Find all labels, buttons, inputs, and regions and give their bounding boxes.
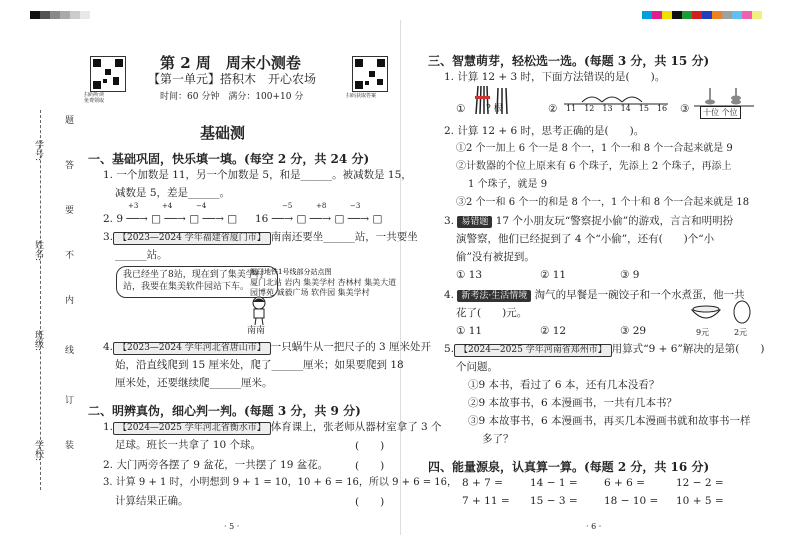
binding-label-class: 班级: [33, 330, 43, 352]
source-tag: 【2024—2025 学年河南省郑州市】 [454, 344, 612, 357]
s2-q3-line2: 计算结果正确。 [115, 495, 189, 507]
calc-expr[interactable]: 8 + 7 = [462, 477, 503, 489]
s1-q1-line1: 1. 一个加数是 11，另一个加数是 5，和是______。被减数是 15， [103, 169, 412, 181]
option-marker[interactable]: ① [456, 103, 466, 115]
color-swatch [752, 11, 762, 19]
s3-q5-line1: 5. 【2024—2025 学年河南省郑州市】 用算式“9 + 6”解决的是第( ) [444, 343, 765, 355]
answer-paren[interactable]: ( ) [355, 460, 385, 472]
color-bar-right [642, 4, 762, 12]
station-list [250, 278, 400, 298]
section1-title: 一、基础巩固，快乐填一填。(每空 2 分，共 24 分) [88, 152, 370, 166]
color-swatch [50, 11, 60, 19]
color-bar-left [30, 4, 90, 12]
station-name: 岩内 [284, 278, 304, 287]
binding-label-school: 学校: [33, 440, 43, 462]
s3-q4-optC[interactable]: ③ 29 [620, 325, 647, 337]
binding-mark: 不 [63, 250, 73, 259]
qr-left-caption: 扫码听读 免费领取 [84, 92, 105, 104]
s3-q5-opt3a[interactable]: ③9 本故事书，6 本漫画书，再买几本漫画书就和故事书一样 [468, 415, 751, 427]
color-swatch [40, 11, 50, 19]
price-dumplings: 9元 [696, 328, 710, 337]
page-number-right: · 6 · [586, 522, 602, 531]
s3-q2-opt2b: 1 个珠子，就是 9 [468, 179, 548, 190]
s3-q1: 1. 计算 12 + 3 时，下面方法错误的是( )。 [444, 71, 666, 83]
op-label: +4 [162, 202, 173, 210]
s1-q2-chain-b: 16 ──→ □ ──→ □ ──→ □ [255, 213, 383, 225]
section2-title: 二、明辨真伪，细心判一判。(每题 3 分，共 9 分) [88, 404, 361, 418]
binding-label-name: 姓名: [33, 240, 43, 262]
op-label: +8 [316, 202, 327, 210]
binding-mark: 订 [63, 395, 73, 404]
station-name: 园博苑 [250, 288, 277, 297]
s3-q4-optA[interactable]: ① 11 [456, 325, 483, 337]
number-line-tick: 15 [638, 104, 649, 113]
binding-mark: 题 [63, 115, 73, 124]
station-name: 集美大道 [364, 278, 397, 287]
s1-q4-line2: 始，沿直线爬到 15 厘米处，爬了______厘米；如果要爬到 18 [115, 359, 404, 371]
s3-q2-opt3[interactable]: ③2 个一和 6 个一的和是 8 个一，1 个十和 8 个一合起来就是 18 [456, 197, 750, 208]
color-swatch [672, 11, 682, 19]
number-line-tick: 11 [566, 104, 577, 113]
color-swatch [30, 11, 40, 19]
s3-q2-opt1[interactable]: ①2 个一加上 6 个一是 8 个一，1 个一和 8 个一合起来就是 9 [456, 143, 733, 154]
kid-figure-icon [248, 296, 270, 326]
binding-label-number: 学号: [33, 140, 43, 162]
source-tag: 【2024—2025 学年河北省衡水市】 [113, 422, 271, 435]
unit-title: 【第一单元】搭积木 开心农场 [148, 72, 317, 86]
s2-q3-line1: 3. 计算 9 + 1 时，小明想到 9 + 1 = 10，10 + 6 = 16，所以 9 + 6 = 16， [103, 477, 458, 488]
s3-q5-opt2[interactable]: ②9 本故事书，6 本漫画书，一共有几本书？ [468, 397, 678, 409]
tag-new-method: 新考法·生活情境 [457, 290, 531, 302]
s1-q1-line2: 减数是 5，差是______。 [115, 187, 231, 199]
op-label: −5 [282, 202, 293, 210]
kid-label: 南南 [247, 326, 266, 336]
station-name: 诚毅广场 [276, 288, 312, 297]
page-title: 第 2 周 周末小测卷 [160, 54, 301, 72]
s1-q2-chain-a: 2. 9 ──→ □ ──→ □ ──→ □ [103, 213, 238, 225]
s1-q4-line1: 4. 【2023—2024 学年河北省唐山市】 一只蜗牛从一把尺子的 3 厘米处开 [103, 341, 432, 353]
qr-code-left[interactable] [90, 56, 126, 92]
station-name: 厦门北站 [250, 278, 285, 287]
source-tag: 【2023—2024 学年河北省唐山市】 [113, 342, 271, 355]
number-line-tick: 16 [656, 104, 668, 113]
section-title: 基础测 [200, 124, 246, 142]
sticks-label: ? 根 [486, 104, 503, 114]
calc-expr[interactable]: 14 − 1 = [530, 477, 578, 489]
stations-title: 厦门地铁1号线部分站点图 [250, 268, 332, 276]
s3-q3-optB[interactable]: ② 11 [540, 269, 567, 281]
binding-mark: 内 [63, 295, 73, 304]
price-egg: 2元 [734, 328, 748, 337]
color-swatch [682, 11, 692, 19]
calc-expr[interactable]: 15 − 3 = [530, 495, 578, 507]
s3-q4-optB[interactable]: ② 12 [540, 325, 567, 337]
s2-q1-line2: 足球。班长一共拿了 10 个球。 [115, 439, 262, 451]
number-line-tick: 14 [620, 104, 631, 113]
s1-q3-line2: ______站。 [115, 249, 168, 261]
color-swatch [722, 11, 732, 19]
qr-right-caption: 扫码获取答案 [346, 93, 377, 99]
s2-q2: 2. 大门两旁各摆了 9 盆花，一共摆了 19 盆花。 [103, 459, 329, 471]
answer-paren[interactable]: ( ) [355, 496, 385, 508]
section4-title: 四、能量源泉，认真算一算。(每题 2 分，共 16 分) [428, 460, 710, 474]
binding-mark: 线 [63, 345, 73, 354]
s3-q2-opt2a[interactable]: ②计数器的个位上原来有 6 个珠子，先添上 2 个珠子，再添上 [456, 161, 732, 172]
calc-expr[interactable]: 12 − 2 = [676, 477, 724, 489]
abacus-label: 十位 个位 [700, 106, 741, 119]
section3-title: 三、智慧萌芽，轻松选一选。(每题 3 分，共 15 分) [428, 54, 710, 68]
station-name: 杏林村 [337, 278, 365, 287]
s3-q3-line1: 3. 易错题 17 个小朋友玩“警察捉小偷”的游戏，言言和明明扮 [444, 215, 734, 227]
binding-mark: 答 [63, 160, 73, 169]
op-label: −3 [350, 202, 361, 210]
calc-expr[interactable]: 10 + 5 = [676, 495, 724, 507]
binding-line [40, 110, 42, 490]
s3-q4-line1: 4. 新考法·生活情境 淘气的早餐是一碗饺子和一个水煮蛋，他一共 [444, 289, 745, 301]
option-marker[interactable]: ② [548, 103, 558, 115]
number-line-tick: 12 [584, 104, 595, 113]
binding-mark: 要 [63, 205, 73, 214]
option-marker[interactable]: ③ [680, 103, 690, 115]
metro-stations [250, 266, 400, 332]
s3-q5-opt1[interactable]: ①9 本书，看过了 6 本，还有几本没看？ [468, 379, 660, 391]
color-swatch [652, 11, 662, 19]
page-number-left: · 5 · [224, 522, 240, 531]
calc-expr[interactable]: 7 + 11 = [462, 495, 510, 507]
source-tag: 【2023—2024 学年福建省厦门市】 [113, 232, 271, 245]
color-swatch [692, 11, 702, 19]
station-name: 软件园 [311, 288, 338, 297]
s2-q1-line1: 1. 【2024—2025 学年河北省衡水市】 体育课上，张老师从器材室拿了 3 个 [103, 421, 442, 433]
binding-mark: 装 [63, 440, 73, 449]
color-swatch [702, 11, 712, 19]
calc-expr[interactable]: 18 − 10 = [604, 495, 659, 507]
s3-q3-line3: 偷”没有被捉到。 [456, 251, 535, 263]
calc-expr[interactable]: 6 + 6 = [604, 477, 645, 489]
answer-paren[interactable]: ( ) [355, 440, 385, 452]
time-score: 时间：60 分钟 满分：100+10 分 [160, 92, 304, 102]
s3-q5-line2: 个问题。 [456, 361, 498, 373]
color-swatch [712, 11, 722, 19]
tag-error-prone: 易错题 [457, 216, 492, 228]
color-swatch [60, 11, 70, 19]
op-label: −4 [196, 202, 207, 210]
speech-bubble: 我已经坐了8站，现在到了集美学村站，我要在集美软件园站下车。 [116, 266, 278, 298]
color-swatch [732, 11, 742, 19]
number-line-labels [566, 104, 675, 113]
s3-q2: 2. 计算 12 + 6 时，思考正确的是( )。 [444, 125, 645, 137]
s3-q3-optA[interactable]: ① 13 [456, 269, 483, 281]
color-swatch [80, 11, 90, 19]
s3-q5-opt3b: 多了？ [482, 433, 514, 445]
op-label: +3 [128, 202, 139, 210]
s3-q3-line2: 演警察，他们已经捉到了 4 个“小偷”，还有( )个“小 [456, 233, 715, 245]
number-line-tick: 13 [602, 104, 613, 113]
color-swatch [70, 11, 80, 19]
station-name: 集美学村 [337, 288, 370, 297]
qr-code-right[interactable] [352, 56, 388, 92]
color-swatch [742, 11, 752, 19]
dumplings-bowl-icon [690, 300, 760, 326]
color-swatch [662, 11, 672, 19]
s3-q4-line2: 花了( )元。 [456, 307, 528, 319]
s3-q3-optC[interactable]: ③ 9 [620, 269, 640, 281]
station-name: 集美学村 [303, 278, 338, 287]
s1-q4-line3: 厘米处，还要继续爬______厘米。 [115, 377, 273, 389]
s1-q3-line1: 3. 【2023—2024 学年福建省厦门市】 南南还要坐______站，一共要坐 [103, 231, 418, 243]
page-divider [400, 20, 401, 535]
color-swatch [642, 11, 652, 19]
